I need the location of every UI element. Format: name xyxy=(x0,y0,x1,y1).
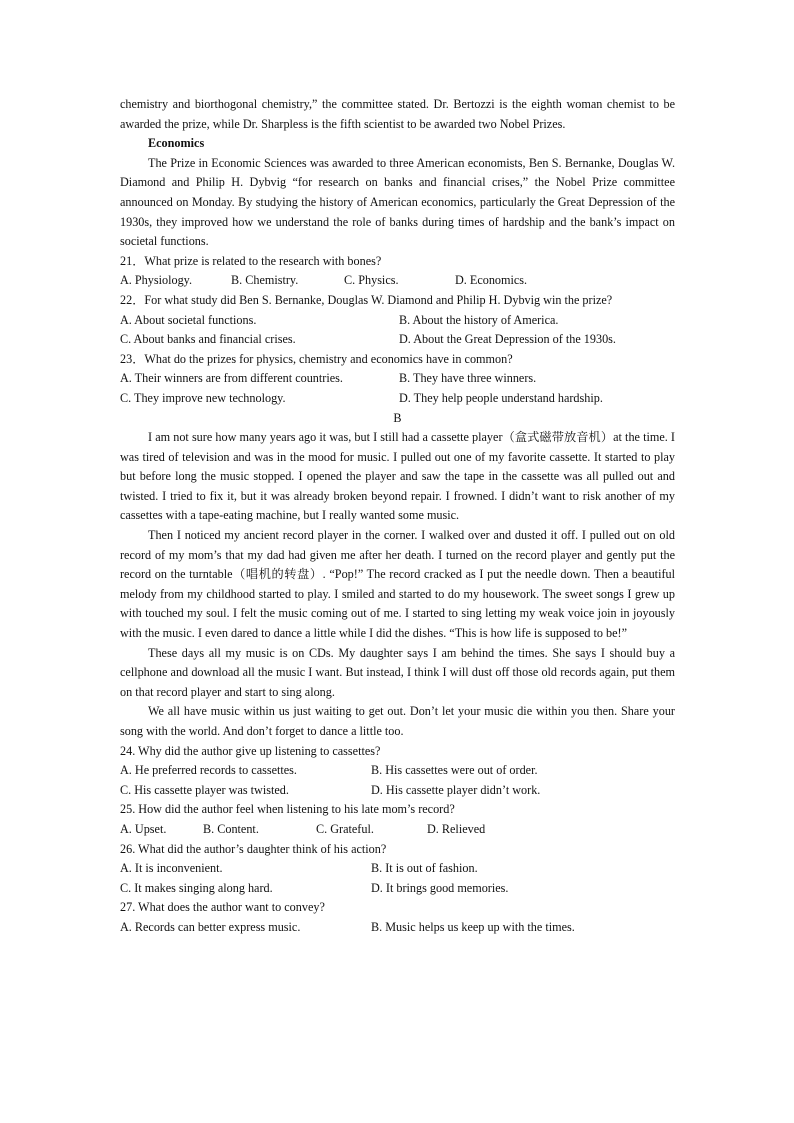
option-a: A. Physiology. xyxy=(120,273,193,288)
question-27-stem: 27. What does the author want to convey? xyxy=(120,900,325,915)
option-b: B. Music helps us keep up with the times. xyxy=(371,919,575,934)
section-heading-economics: Economics xyxy=(148,136,205,151)
option-c: C. Physics. xyxy=(344,273,399,288)
option-a: A. Records can better express music. xyxy=(120,919,301,934)
passage-a-paragraph: chemistry and biorthogonal chemistry,” the committee stated. Dr. Bertozzi is the eighth woman chemist to be awarded the prize, while Dr. Sharpless is the fifth scientist to be awarded two Nobel Prizes. xyxy=(120,97,675,131)
passage-b-paragraph: I am not sure how many years ago it was, but I still had a cassette player（盒式磁带放音机）at the time. I was tired of television and was in the mood for music. I pulled out one of my favorite cassette. It started to play but before long the music stopped. I opened the player and saw the tape in the cassette was all pulled out and twisted. I tried to fix it, but it was already broken beyond repair. I frowned. I didn’t want to risk another of my cassettes with a tape-eating machine, but I really wanted some music. xyxy=(120,430,675,523)
option-d: D. His cassette player didn’t work. xyxy=(371,782,541,797)
question-25-options xyxy=(120,820,675,840)
question-23-stem: 23．What do the prizes for physics, chemistry and economics have in common? xyxy=(120,351,513,366)
option-b: B. Chemistry. xyxy=(231,273,299,288)
question-21-options xyxy=(120,271,675,291)
option-a: A. Upset. xyxy=(120,821,167,836)
exam-page xyxy=(120,95,675,938)
option-b: B. About the history of America. xyxy=(399,312,559,327)
passage-a-paragraph: The Prize in Economic Sciences was awarded to three American economists, Ben S. Bernanke, Douglas W. Diamond and Philip H. Dybvig “for research on banks and financial crises,” the Nobel Prize committee announced on Monday. By studying the history of American economics, particularly the Great Depression of the 1930s, they improved how we understand the role of banks during times of hardship and the bank’s impact on societal functions. xyxy=(120,155,675,249)
option-b: B. His cassettes were out of order. xyxy=(371,763,538,778)
passage-b-label: B xyxy=(393,410,402,425)
option-c: C. About banks and financial crises. xyxy=(120,332,296,347)
option-d: D. Relieved xyxy=(427,821,486,836)
question-24-options-row1 xyxy=(120,761,675,781)
question-22-stem: 22．For what study did Ben S. Bernanke, Douglas W. Diamond and Philip H. Dybvig win the prize? xyxy=(120,292,613,307)
option-d: D. It brings good memories. xyxy=(371,880,509,895)
option-a: A. He preferred records to cassettes. xyxy=(120,763,297,778)
passage-b-paragraph: These days all my music is on CDs. My daughter says I am behind the times. She says I should buy a cellphone and download all the music I want. But instead, I think I will dust off those old records again, put them on that record player and start to sing along. xyxy=(120,645,675,699)
option-a: A. It is inconvenient. xyxy=(120,861,223,876)
question-23-options-row1 xyxy=(120,369,675,389)
passage-b-paragraph: Then I noticed my ancient record player in the corner. I walked over and dusted it off. I pulled out on old record of my mom’s that my dad had given me after her death. I turned on the record player and gently put the record on the turntable（唱机的转盘）. “Pop!” The record cracked as I put the needle down. Then a beautiful melody from my childhood started to play. I smiled and started to do my housework. The sweet songs I grew up with touched my soul. I felt the music coming out of me. I started to sing letting my weak voice join in joyously with the music. I even dared to dance a little while I did the dishes. “This is how life is supposed to be!” xyxy=(120,528,675,641)
passage-b-paragraph: We all have music within us just waiting to get out. Don’t let your music die within you then. Share your song with the world. And don’t forget to dance a little too. xyxy=(120,704,675,738)
option-d: D. Economics. xyxy=(455,273,528,288)
question-24-stem: 24. Why did the author give up listening to cassettes? xyxy=(120,743,381,758)
option-d: D. They help people understand hardship. xyxy=(399,390,603,405)
option-c: C. His cassette player was twisted. xyxy=(120,782,289,797)
question-27-options-row1 xyxy=(120,918,675,938)
option-a: A. About societal functions. xyxy=(120,312,257,327)
option-b: B. Content. xyxy=(203,821,259,836)
question-23-options-row2 xyxy=(120,389,675,409)
option-b: B. They have three winners. xyxy=(399,371,537,386)
option-a: A. Their winners are from different countries. xyxy=(120,371,343,386)
question-25-stem: 25. How did the author feel when listening to his late mom’s record? xyxy=(120,802,455,817)
option-b: B. It is out of fashion. xyxy=(371,861,478,876)
question-26-options-row2 xyxy=(120,879,675,899)
option-d: D. About the Great Depression of the 1930s. xyxy=(399,332,616,347)
question-22-options-row1 xyxy=(120,311,675,331)
option-c: C. It makes singing along hard. xyxy=(120,880,273,895)
option-c: C. They improve new technology. xyxy=(120,390,286,405)
question-26-stem: 26. What did the author’s daughter think of his action? xyxy=(120,841,387,856)
question-21-stem: 21．What prize is related to the research with bones? xyxy=(120,253,382,268)
option-c: C. Grateful. xyxy=(316,821,374,836)
question-22-options-row2 xyxy=(120,330,675,350)
question-24-options-row2 xyxy=(120,781,675,801)
question-26-options-row1 xyxy=(120,859,675,879)
